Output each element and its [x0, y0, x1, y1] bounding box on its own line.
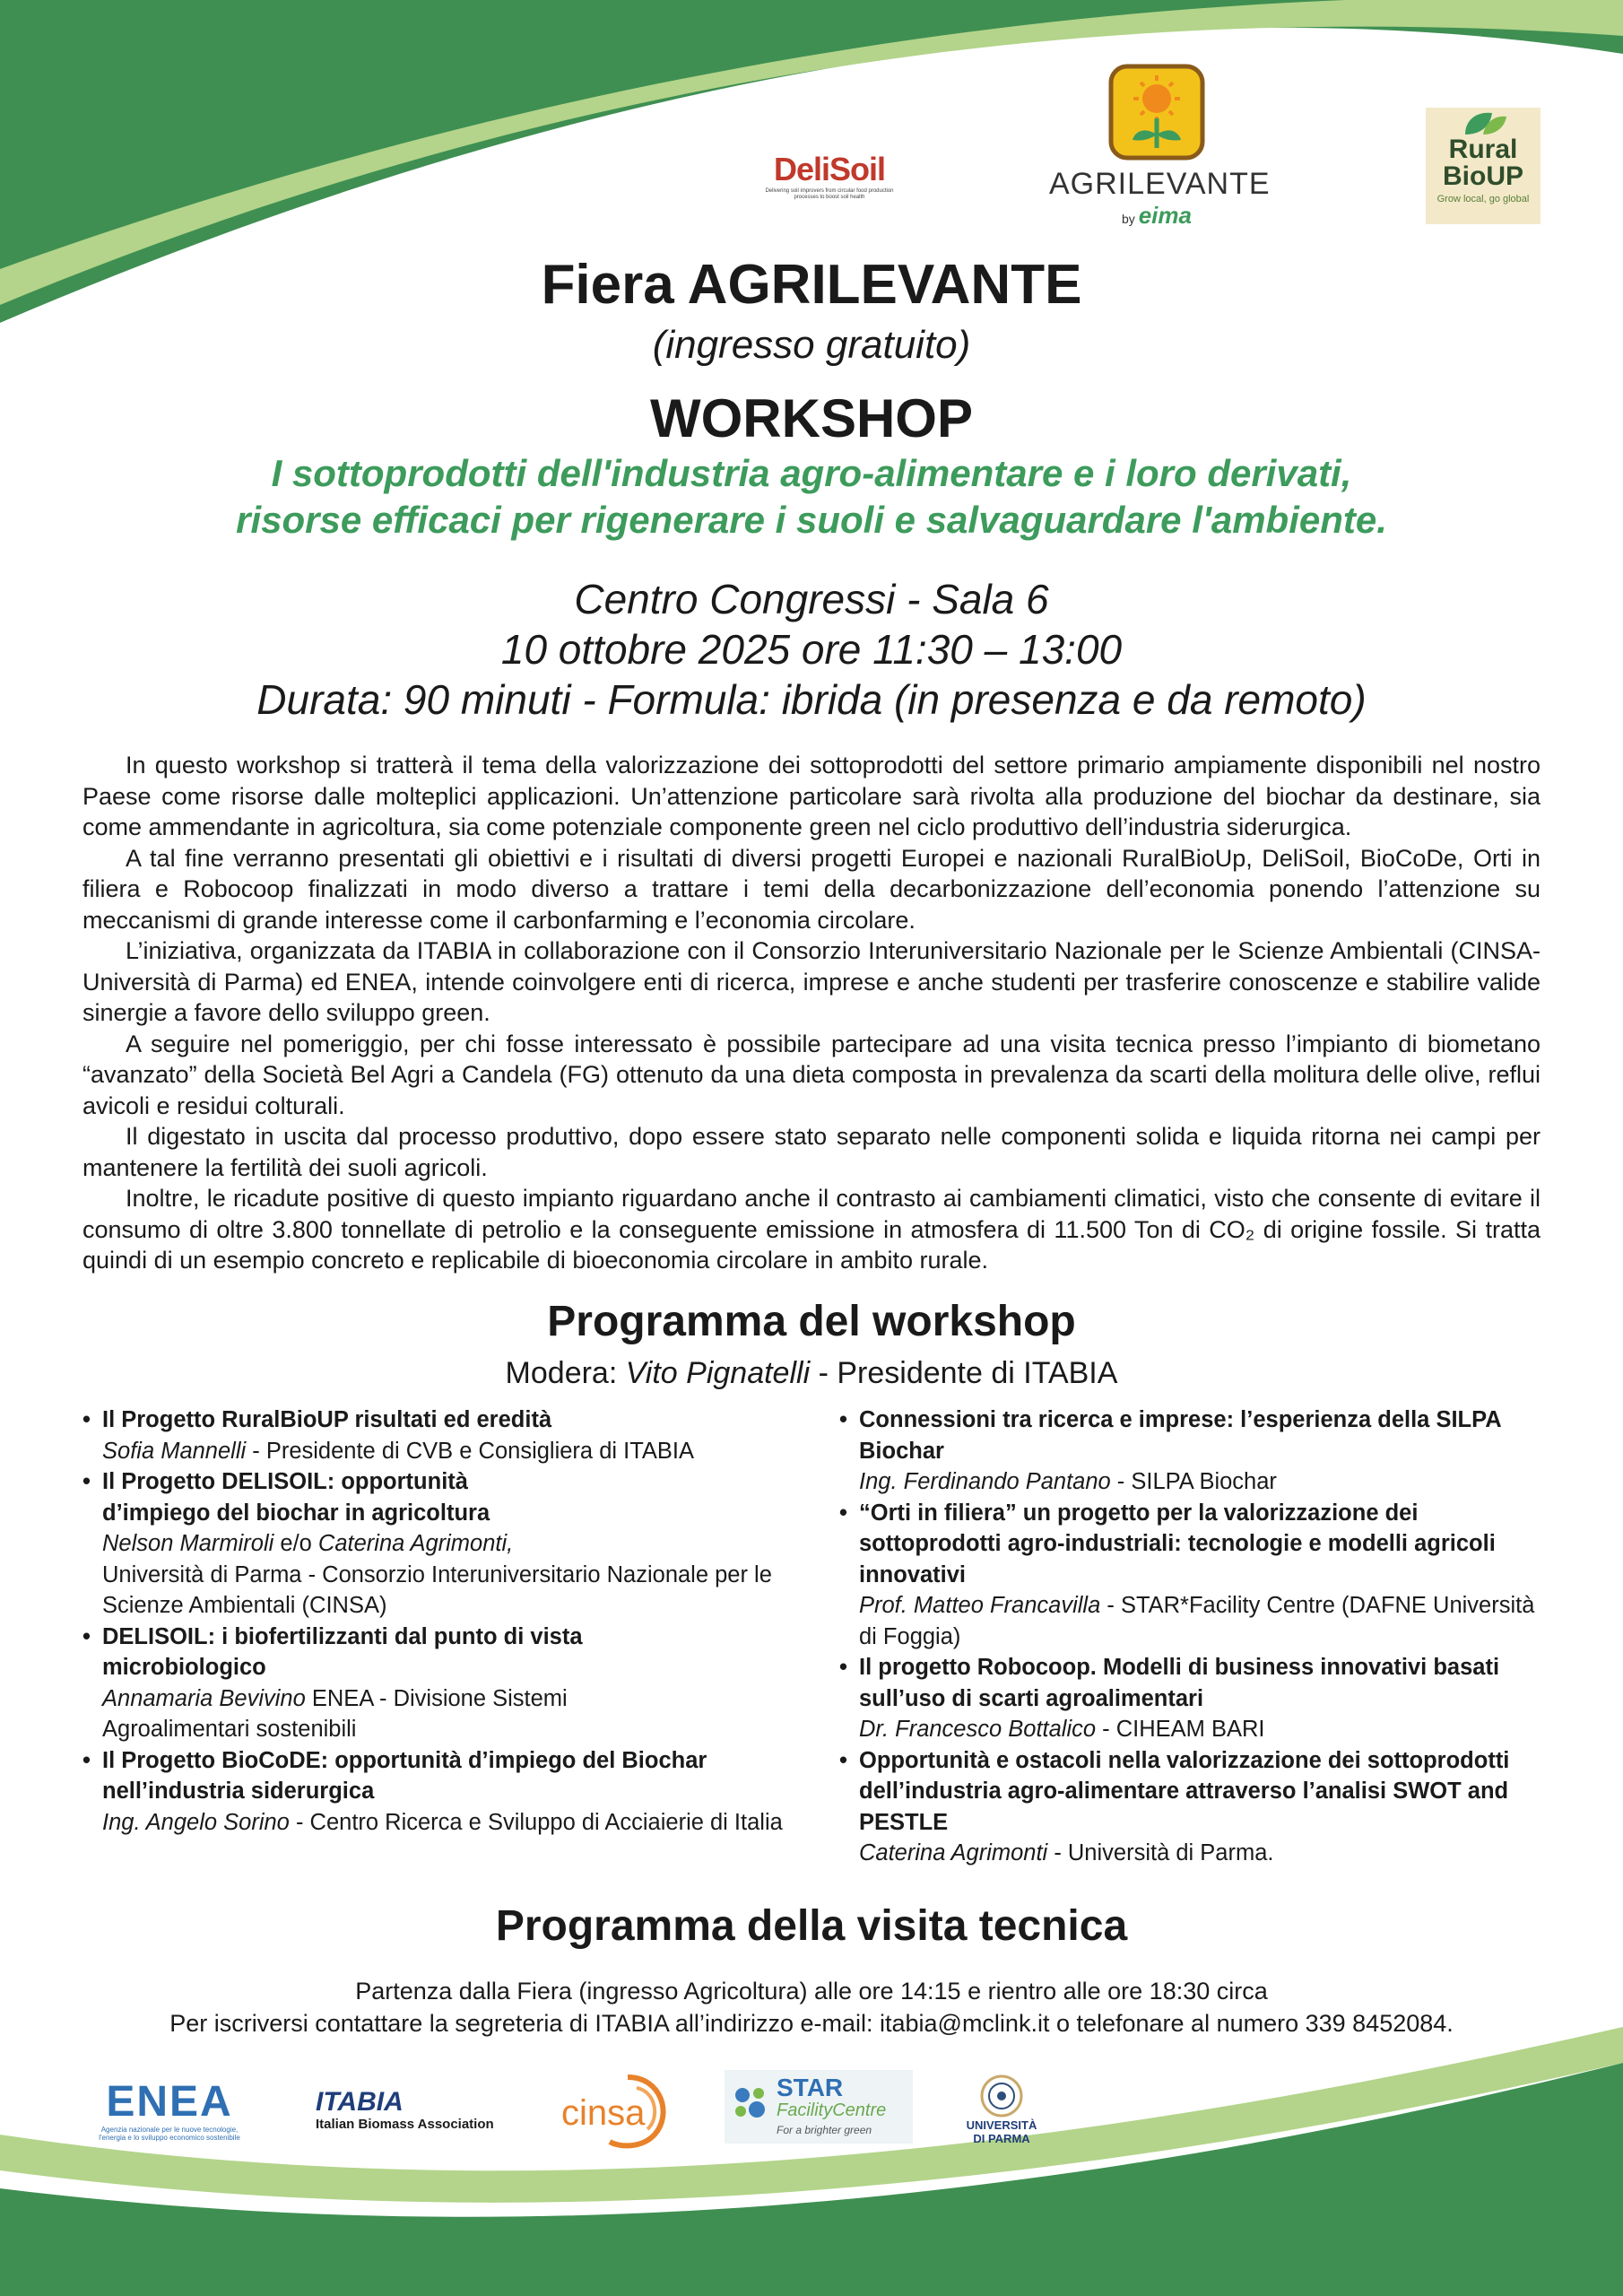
sunflower-icon [1107, 63, 1206, 161]
programme-item-role: Università di Parma - Consorzio Interuniversitario Nazionale per le Scienze Ambientali (CINSA) [102, 1561, 772, 1618]
ruralbioup-logo-line1: Rural [1448, 135, 1518, 164]
programme-item [82, 1405, 791, 1466]
programme-item-speaker: Ing. Angelo Sorino [102, 1809, 290, 1835]
programme-item-title: • DELISOIL: i biofertilizzanti dal punto di vista microbiologico [102, 1623, 583, 1680]
event-details [0, 574, 1623, 725]
moderator-line [0, 1356, 1623, 1391]
programme-item-speaker: Annamaria Bevivino [102, 1685, 306, 1711]
agrilevante-logo-name: AGRILEVANTE [1049, 167, 1271, 201]
cinsa-logo-name: cinsa [561, 2093, 646, 2133]
workshop-theme [0, 450, 1623, 544]
page-title: Fiera AGRILEVANTE [541, 254, 1082, 316]
university-seal-icon [979, 2074, 1024, 2118]
star-logo-tagline: For a brighter green [777, 2124, 872, 2136]
programme-item [82, 1622, 791, 1745]
event-location: Centro Congressi - Sala 6 [574, 576, 1049, 622]
programme-heading: Programma del workshop [547, 1298, 1076, 1345]
agrilevante-logo [1049, 63, 1271, 230]
ruralbioup-logo-tagline: Grow local, go global [1436, 194, 1530, 204]
leaf-icon [1456, 109, 1510, 136]
programme-item-speaker: Prof. Matteo Francavilla [859, 1593, 1101, 1618]
delisoil-logo [762, 151, 897, 201]
visit-details [0, 1975, 1623, 2039]
star-logo-sub: FacilityCentre [777, 2100, 887, 2120]
agrilevante-logo-by: by [1122, 212, 1135, 226]
programme-item-role: - SILPA Biochar [1110, 1469, 1277, 1494]
programme-item [82, 1745, 791, 1839]
event-duration: Durata: 90 minuti - Formula: ibrida (in presenza e da remoto) [256, 676, 1367, 723]
programme-item [839, 1652, 1548, 1745]
programme-item-title: • Il Progetto DELISOIL: opportunità d’impiego del biochar in agricoltura [102, 1469, 490, 1526]
programme-item-role: - CIHEAM BARI [1096, 1717, 1265, 1742]
itabia-logo-tagline: Italian Biomass Association [316, 2117, 494, 2132]
description-paragraph: A seguire nel pomeriggio, per chi fosse interessato è possibile partecipare ad una visita tecnica presso l’impianto di biometano “avanzato” della Società Bel Agri a Candela (FG) ottenuto da una dieta composta in prevalenza da scarti della molitura delle olive, reflui avicoli e residui colturali. [82, 1030, 1541, 1119]
programme-item-role: - Presidente di CVB e Consigliera di ITABIA [246, 1438, 694, 1464]
delisoil-logo-name: DeliSoil [773, 151, 886, 187]
dots-icon [730, 2083, 775, 2127]
programme-left-column [82, 1405, 791, 1838]
programme-item-title: • Il progetto Robocoop. Modelli di business innovativi basati sull’uso di scarti agroalimentari [859, 1655, 1500, 1711]
programme-item [839, 1498, 1548, 1653]
programme-item-role: - Università di Parma. [1047, 1840, 1274, 1866]
itabia-logo-name: ITABIA [316, 2087, 404, 2117]
parma-logo-line2: DI PARMA [973, 2132, 1030, 2145]
enea-logo-tagline-1: Agenzia nazionale per le nuove tecnologie, [100, 2126, 239, 2134]
programme-item-title: • Connessioni tra ricerca e imprese: l’esperienza della SILPA Biochar [859, 1407, 1501, 1464]
description-text [82, 750, 1541, 1276]
description-paragraph: A tal fine verranno presentati gli obiettivi e i risultati di diversi progetti Europei e nazionali RuralBioUp, DeliSoil, BioCoDe, Orti in filiera e Robocoop finalizzati in modo diverso a trattare i temi della decarbonizzazione dell’economia ponendo l’attenzione su meccanismi di grande interesse come il carbonfarming e l’economia circolare. [82, 844, 1541, 934]
page-subtitle: (ingresso gratuito) [652, 323, 971, 367]
programme-item-speaker: Caterina Agrimonti [859, 1840, 1048, 1866]
enea-logo [84, 2079, 255, 2142]
programme-item-role: - STAR*Facility Centre (DAFNE Università di Foggia) [859, 1593, 1535, 1649]
description-paragraph: Inoltre, le ricadute positive di questo impianto riguardano anche il contrasto ai cambiamenti climatici, visto che consente di evitare il consumo di oltre 3.800 tonnellate di petrolio e la conseguente emissione in atmosfera di 11.500 Ton di CO₂ di origine fossile. Si tratta quindi di un esempio concreto e replicabile di bioeconomia circolare in ambito rurale. [82, 1185, 1541, 1274]
parma-university-logo [952, 2074, 1051, 2145]
programme-right-column [839, 1405, 1548, 1869]
programme-item-role: ENEA - Divisione Sistemi Agroalimentari sostenibili [102, 1685, 568, 1742]
star-facility-logo [725, 2070, 913, 2144]
programme-item-speaker: Dr. Francesco Bottalico [859, 1717, 1097, 1742]
workshop-theme-line1: I sottoprodotti dell'industria agro-alimentare e i loro derivati, [271, 452, 1352, 494]
programme-item-title: • Il Progetto RuralBioUP risultati ed eredità [102, 1407, 552, 1432]
programme-item-title: • “Orti in filiera” un progetto per la valorizzazione dei sottoprodotti agro-industriali: tecnologie e modelli agricoli innovativi [859, 1500, 1496, 1587]
parma-logo-line1: UNIVERSITÀ [966, 2118, 1037, 2132]
workshop-label: WORKSHOP [650, 388, 973, 448]
delisoil-logo-tagline: Delivering soil improvers from circular food production processes to boost soil health [765, 188, 894, 200]
event-datetime: 10 ottobre 2025 ore 11:30 – 13:00 [500, 626, 1123, 673]
itabia-logo [316, 2088, 495, 2132]
programme-item-speaker: Sofia Mannelli [102, 1438, 247, 1464]
description-paragraph: Il digestato in uscita dal processo produttivo, dopo essere stato separato nelle componenti solida e liquida ritorna nei campi per mantenere la fertilità dei suoli agricoli. [82, 1123, 1541, 1181]
workshop-theme-line2: risorse efficaci per rigenerare i suoli e salvaguardare l'ambiente. [236, 499, 1387, 541]
enea-logo-tagline-2: l'energia e lo sviluppo economico sostenibile [99, 2134, 240, 2142]
programme-item [839, 1405, 1548, 1498]
cinsa-logo [556, 2070, 681, 2151]
programme-item [839, 1745, 1548, 1869]
description-paragraph: L’iniziativa, organizzata da ITABIA in collaborazione con il Consorzio Interuniversitario Nazionale per le Scienze Ambientali (CINSA- Università di Parma) ed ENEA, intende coinvolgere enti di ricerca, imprese e anche studenti per trasferire conoscenze e stabilire valide sinergie a favore dello sviluppo green. [82, 937, 1541, 1026]
programme-item-title: • Il Progetto BioCoDE: opportunità d’impiego del Biochar nell’industria siderurgica [102, 1747, 707, 1804]
programme-item-speaker-2: Caterina Agrimonti, [317, 1531, 514, 1556]
programme-item-title: • Opportunità e ostacoli nella valorizzazione dei sottoprodotti dell’industria agro-alimentare attraverso l’analisi SWOT and PESTLE [859, 1747, 1510, 1835]
eima-logo: eima [1138, 202, 1192, 229]
moderator-prefix: Modera: [505, 1356, 626, 1390]
moderator-name: Vito Pignatelli [625, 1356, 811, 1390]
ruralbioup-logo [1426, 108, 1541, 224]
enea-logo-name: ENEA [106, 2078, 233, 2126]
programme-item-speaker: Nelson Marmiroli [102, 1531, 274, 1556]
visit-contact: Per iscriversi contattare la segreteria di ITABIA all’indirizzo e-mail: itabia@mclink.it o telefonare al numero 339 8452084. [169, 2010, 1454, 2037]
visit-schedule: Partenza dalla Fiera (ingresso Agricoltura) alle ore 14:15 e rientro alle ore 18:30 circa [355, 1978, 1268, 2005]
star-logo-name: STAR [777, 2074, 844, 2101]
ruralbioup-logo-line2: BioUP [1443, 161, 1523, 191]
programme-item-speaker: Ing. Ferdinando Pantano [859, 1469, 1111, 1494]
programme-item-connector: e/o [273, 1531, 318, 1556]
programme-item [82, 1466, 791, 1622]
visit-heading: Programma della visita tecnica [495, 1902, 1128, 1950]
moderator-suffix: - Presidente di ITABIA [810, 1356, 1118, 1390]
programme-item-role: - Centro Ricerca e Sviluppo di Acciaierie di Italia [289, 1809, 783, 1835]
description-paragraph: In questo workshop si tratterà il tema della valorizzazione dei sottoprodotti del settore primario ampiamente disponibili nel nostro Paese come risorse dalle molteplici applicazioni. Un’attenzione particolare sarà rivolta alla produzione del biochar da destinare, sia come ammendante in agricoltura, sia come potenziale componente green nel ciclo produttivo dell’industria siderurgica. [82, 752, 1541, 840]
